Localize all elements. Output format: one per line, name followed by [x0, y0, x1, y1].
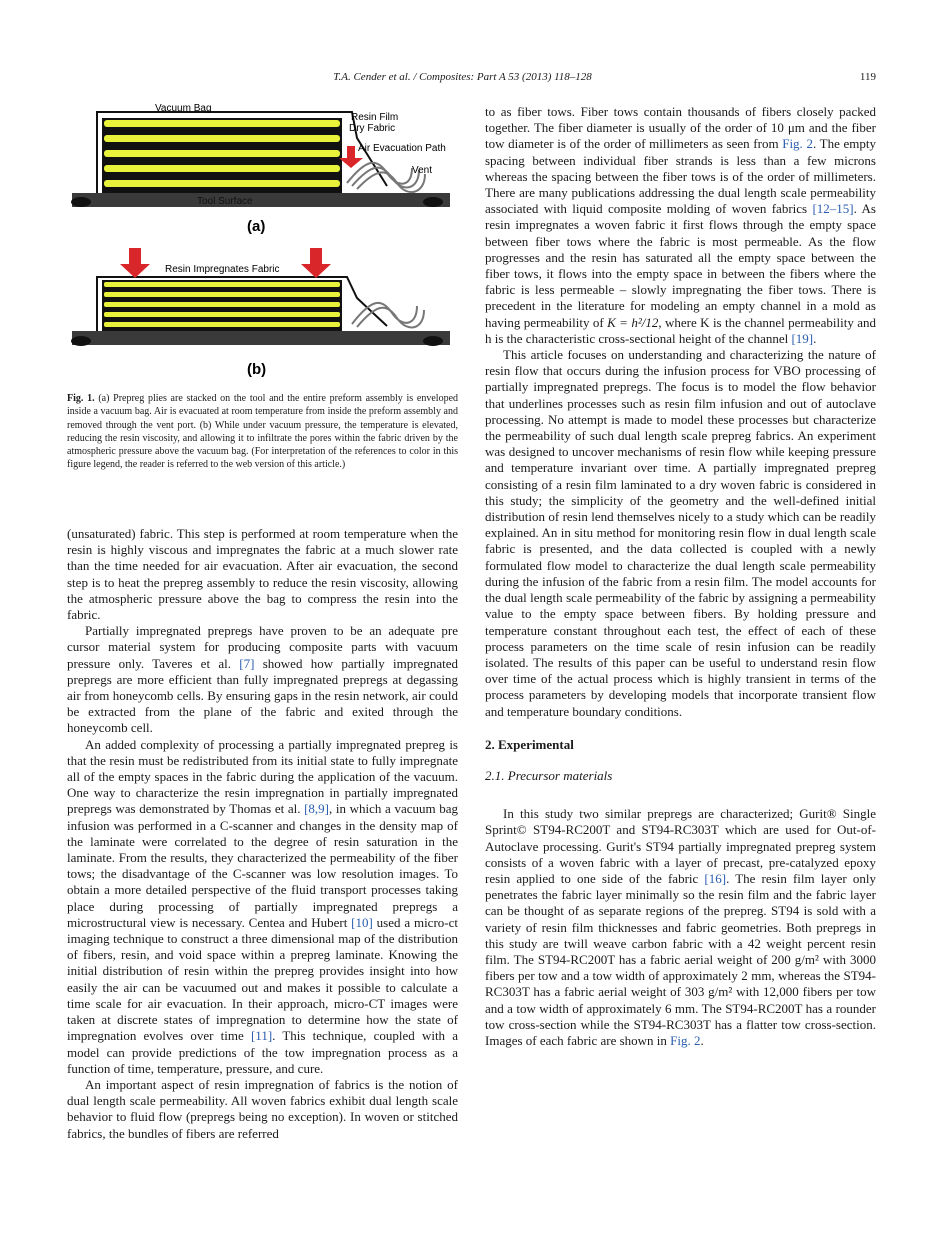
paragraph: This article focuses on understanding and characterizing the nature of resin flow that occurs during the infusion process for VBO processing of partially impregnated prepregs. The focus is to model the flow behavior that underlines processes such as resin film infusion and out of autoclave processing. No attempt is made to model these processes but characterize the permeability of such dual length scale prepreg fabrics. An experiment was designed to uncover mechanisms of resin flow while keeping pressure and temperature invariant over time. A partially impregnated prepreg consisting of a resin film laminated to a dry woven fabric is considered in this study; the simplicity of the geometry and the well-defined initial distribution of resin lend themselves nicely to a study which can be readily explained. An in situ method for monitoring resin flow in dual length scale fabric is presented, and the data collected is coupled with a newly formulated flow model to characterize the dual length scale permeability during the infusion of the fabric from a resin film. The model accounts for the dual length scale permeability of the fabric by assigning a permeability value to the empty space between fibers. By holding pressure and temperature constant throughout each test, the effect of each of these process parameters on the time scale of resin infusion can be readily isolated. The results of this paper can be useful to understand resin flow over time of the actual process which is highly transient in terms of the process parameters by developing models that incorporate transient flow and temperature boundary conditions. — [485, 347, 876, 719]
journal-citation: T.A. Cender et al. / Composites: Part A 53 (2013) 118–128 — [333, 71, 592, 83]
figure-link[interactable]: Fig. 2 — [782, 136, 813, 152]
reference-link[interactable]: [19] — [791, 330, 814, 346]
label-vacuum-bag: Vacuum Bag — [155, 103, 212, 114]
label-vent: Vent — [412, 165, 433, 176]
reference-link[interactable]: [12–15] — [812, 201, 854, 217]
paragraph: (unsaturated) fabric. This step is performed at room temperature when the resin is highly viscous and impregnates the fabric at a much slower rate than the time needed for air evacuation. After air evacuation, the second step is to heat the prepreg assembly to reduce the resin viscosity, allowing the atmospheric pressure above the bag to compress the resin into the fabric. — [67, 526, 458, 623]
permeability-formula: K = h²/12 — [607, 314, 659, 330]
left-column — [67, 526, 458, 1142]
paragraph: to as fiber tows. Fiber tows contain thousands of fibers closely packed together. The fiber diameter is usually of the order of 10 μm and the fiber tow diameter is of the order of millimeters as seen from Fig. 2. The empty spacing between individual fiber strands is less than a few microns whereas the spacing between the fiber tows is of the order of millimeters. There are many publications addressing the dual length scale permeability associated with liquid composite molding of woven fabrics [12–15]. As resin impregnates a woven fabric it first flows through the empty space between fiber tows where the fabric is most permeable. As the flow progresses and the resin has saturated all the empty space between the fiber tows, it flows into the empty space in between the fibers where the fabric is less permeable – slowly impregnating the fiber tows. There is precedent in the literature for modeling an empty channel in a mold as having permeability of K = h²/12, where K is the channel permeability and h is the characteristic cross-sectional height of the channel [19]. — [485, 104, 876, 346]
pressure-arrow-left — [120, 248, 150, 278]
prepreg-stack-a — [102, 118, 342, 193]
page-number: 119 — [859, 71, 876, 83]
label-panel-b: (b) — [247, 361, 267, 378]
reference-link[interactable]: [8,9] — [304, 801, 330, 817]
sealant-left — [71, 197, 91, 207]
caption-label: Fig. 1. — [67, 393, 95, 404]
figure-link[interactable]: Fig. 2 — [670, 1032, 701, 1048]
reference-link[interactable]: [16] — [704, 870, 727, 886]
tool-surface-bar — [72, 193, 450, 207]
prepreg-stack-b — [102, 280, 342, 331]
sealant-right — [423, 197, 443, 207]
reference-link[interactable]: [7] — [239, 655, 255, 671]
label-resin-impregnates: Resin Impregnates Fabric — [165, 264, 280, 275]
running-header — [0, 71, 925, 87]
label-air-path: Air Evacuation Path — [358, 143, 446, 154]
figure-1-caption — [67, 392, 458, 472]
subsection-heading: 2.1. Precursor materials — [485, 767, 613, 783]
pressure-arrow-right — [301, 248, 331, 278]
figure-1-diagram — [67, 98, 458, 388]
paragraph: An added complexity of processing a partially impregnated prepreg is that the resin must be redistributed from its initial state to fully impregnate all of the empty spaces in the fabric during the application of the vacuum. One way to characterize the resin impregnation in partially impregnated prepregs was demonstrated by Thomas et al. [8,9], in which a vacuum bag infusion was performed in a C-scanner and changes in the density map of the laminate were correlated to the degree of resin saturation in the laminate. From the results, they characterized the permeability of the fiber tows; the disadvantage of the C-scanner was low resolution images. To obtain a more detailed perspective of the fluid transport processes taking place during processing of partially impregnated prepregs a microstructural view is necessary. Centea and Hubert [10] used a micro-ct imaging technique to construct a three dimensional map of the distribution of fibers, resin, and void space within a prepreg laminate. Knowing the initial distribution of resin within the prepreg provides insight into how easily the air can be vacuumed out and makes it possible to calculate a time scale for air evacuation. In their approach, micro-CT images were taken at discrete states of impregnation to determine how the state of impregnation evolves over time [11]. This technique, coupled with a model can provide predictions of the tow impregnation process as a function of time, temperature, pressure, and cure. — [67, 736, 459, 1076]
paragraph: In this study two similar prepregs are characterized; Gurit® Single Sprint© ST94-RC200T and ST94-RC303T which are used for Out-of-Autoclave processing. Gurit's ST94 partially impregnated prepreg system consists of a woven fabric with a layer of precast, pre-catalyzed epoxy resin applied to one side of the fabric [16]. The resin film layer only penetrates the fabric layer minimally so the resin film and the fabric layer can be thought of as separate regions of the prepreg. ST94 is sold with a variety of resin film thicknesses and fabric geometries. Both prepregs in this study are twill weave carbon fabric with a 42 weight percent resin film. The ST94-RC200T has a fabric aerial weight of 200 g/m² with 3000 fibers per tow and a tow width of approximately 2 mm, whereas the ST94-RC303T has a fabric aerial weight of 303 g/m² with 12,000 fibers per tow and a tow width of approximately 6 mm. The ST94-RC200T has a rounder tow cross-section while the ST94-RC303T has a flatter tow cross-section. Images of each fabric are shown in Fig. 2. — [485, 806, 876, 1048]
paragraph: Partially impregnated prepregs have proven to be an adequate pre cursor material system for producing composite parts with vacuum pressure only. Taveres et al. [7] showed how partially impregnated prepregs are more efficient than fully impregnated prepregs at degassing air from honeycomb cells. By ensuring gaps in the resin network, air could be extracted from the plane of the fabric and exited through the honeycomb cell. — [67, 623, 458, 736]
paragraph: An important aspect of resin impregnation of fabrics is the notion of dual length scale permeability. All woven fabrics exhibit dual length scale behavior to fluid flow (prepregs being no exception). In woven or stitched fabrics, the bundles of fibers are referred — [67, 1076, 458, 1141]
label-tool-surface: Tool Surface — [197, 196, 253, 207]
label-panel-a: (a) — [247, 218, 266, 235]
tool-surface-bar-b — [72, 331, 450, 345]
section-heading: 2. Experimental — [485, 736, 574, 752]
panel-a — [71, 103, 450, 235]
reference-link[interactable]: [11] — [250, 1028, 273, 1044]
caption-text: (a) Prepreg plies are stacked on the tool and the entire preform assembly is enveloped inside a vacuum bag. Air is evacuated at room temperature from inside the preform assembly and removed through the vent port. (b) While under vacuum pressure, the temperature is elevated, reducing the resin viscosity, and allowing it to infiltrate the pores within the fabric driven by the atmospheric pressure above the vacuum bag. (For interpretation of the references to color in this figure legend, the reader is referred to the web version of this article.) — [67, 393, 459, 471]
reference-link[interactable]: [10] — [351, 914, 373, 930]
label-resin-film: Resin Film — [351, 112, 399, 123]
figure-1 — [67, 98, 458, 388]
vent-hose-b — [352, 303, 424, 328]
panel-b — [71, 248, 450, 378]
label-dry-fabric: Dry Fabric — [349, 123, 396, 134]
right-column — [485, 104, 876, 1049]
